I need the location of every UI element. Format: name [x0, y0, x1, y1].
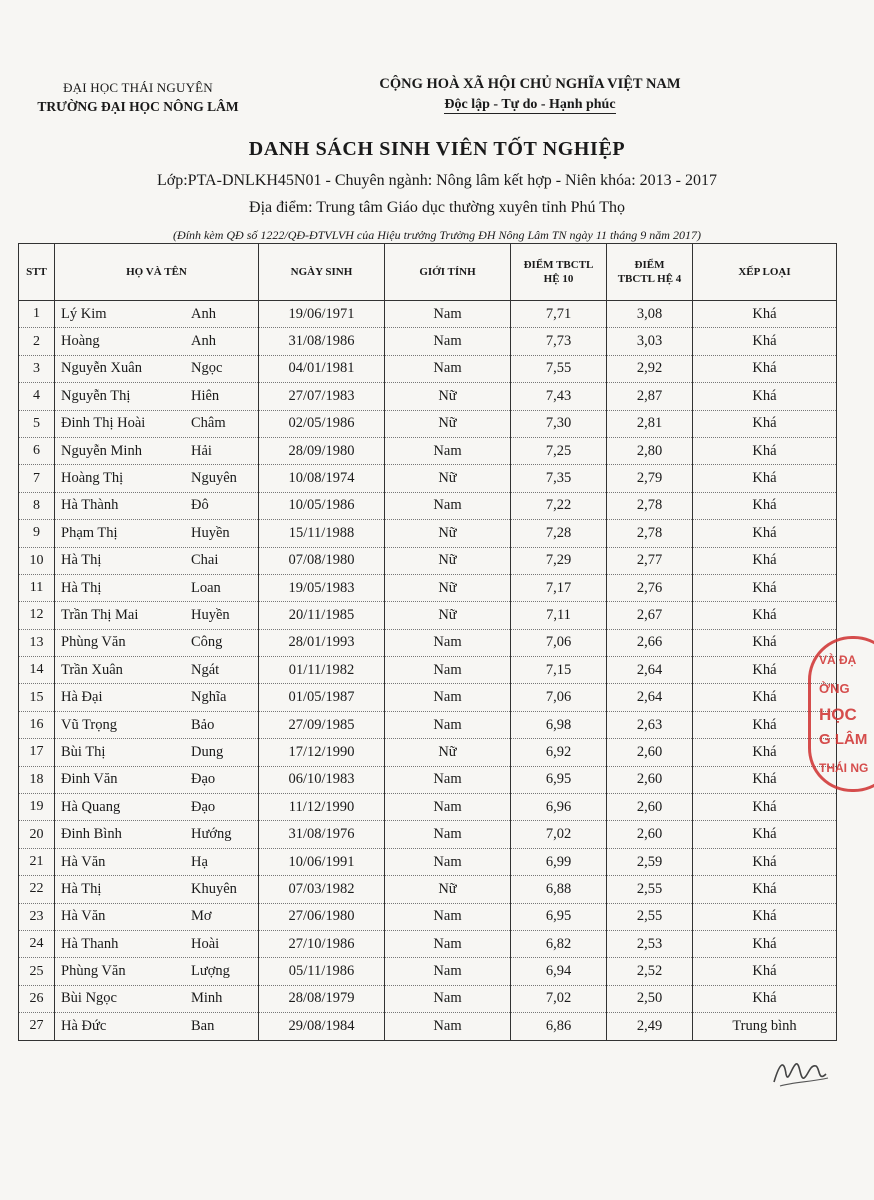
row-score10: 7,06: [511, 629, 607, 656]
row-dob: 27/09/1985: [259, 711, 385, 738]
table-row: [19, 465, 837, 492]
table-row: [19, 602, 837, 629]
table-row: [19, 328, 837, 355]
row-gender: Nam: [385, 328, 511, 355]
row-stt: 26: [19, 985, 55, 1012]
row-rank: Trung bình: [693, 1013, 837, 1040]
row-gender: Nam: [385, 657, 511, 684]
table-row: [19, 876, 837, 903]
row-score10: 7,29: [511, 547, 607, 574]
row-gender: Nam: [385, 629, 511, 656]
table-row: [19, 958, 837, 985]
row-dob: 27/07/1983: [259, 383, 385, 410]
row-rank: Khá: [693, 301, 837, 328]
row-dob: 28/09/1980: [259, 437, 385, 464]
row-gender: Nữ: [385, 739, 511, 766]
row-rank: Khá: [693, 574, 837, 601]
row-dob: 27/06/1980: [259, 903, 385, 930]
row-stt: 19: [19, 794, 55, 821]
row-rank: Khá: [693, 383, 837, 410]
row-score10: 7,02: [511, 821, 607, 848]
row-score4: 2,92: [607, 355, 693, 382]
row-first-name: Ngọc: [191, 360, 223, 377]
row-score10: 6,92: [511, 739, 607, 766]
row-stt: 27: [19, 1013, 55, 1040]
country-name: CỘNG HOÀ XÃ HỘI CHỦ NGHĨA VIỆT NAM: [379, 76, 681, 92]
col-gender: GIỚI TÍNH: [385, 244, 511, 301]
row-gender: Nam: [385, 985, 511, 1012]
row-gender: Nam: [385, 848, 511, 875]
row-score4: 2,60: [607, 739, 693, 766]
row-full-name: [55, 520, 259, 547]
row-score4: 2,53: [607, 930, 693, 957]
row-first-name: Hải: [191, 442, 212, 459]
table-row: [19, 437, 837, 464]
row-full-name: [55, 766, 259, 793]
row-stt: 6: [19, 437, 55, 464]
row-dob: 31/08/1986: [259, 328, 385, 355]
row-full-name: [55, 328, 259, 355]
row-first-name: Nghĩa: [191, 689, 227, 706]
row-stt: 4: [19, 383, 55, 410]
row-rank: Khá: [693, 876, 837, 903]
row-rank: Khá: [693, 848, 837, 875]
table-row: [19, 520, 837, 547]
row-gender: Nam: [385, 821, 511, 848]
row-last-name: Bùi Ngọc: [61, 990, 117, 1007]
row-first-name: Huyền: [191, 524, 230, 541]
row-full-name: [55, 876, 259, 903]
row-stt: 18: [19, 766, 55, 793]
row-last-name: Phùng Văn: [61, 634, 126, 651]
row-dob: 10/08/1974: [259, 465, 385, 492]
row-stt: 20: [19, 821, 55, 848]
table-row: [19, 492, 837, 519]
row-first-name: Minh: [191, 990, 223, 1007]
row-gender: Nam: [385, 1013, 511, 1040]
row-score4: 2,60: [607, 794, 693, 821]
row-last-name: Hà Thị: [61, 880, 102, 897]
row-score10: 6,86: [511, 1013, 607, 1040]
row-score4: 2,67: [607, 602, 693, 629]
row-stt: 24: [19, 930, 55, 957]
row-full-name: [55, 657, 259, 684]
table-row: [19, 684, 837, 711]
row-rank: Khá: [693, 711, 837, 738]
row-score10: 6,98: [511, 711, 607, 738]
row-dob: 28/08/1979: [259, 985, 385, 1012]
row-first-name: Ban: [191, 1017, 215, 1034]
row-gender: Nữ: [385, 520, 511, 547]
row-stt: 9: [19, 520, 55, 547]
table-row: [19, 711, 837, 738]
row-score10: 6,95: [511, 766, 607, 793]
university-name: ĐẠI HỌC THÁI NGUYÊN: [63, 80, 213, 95]
row-last-name: Phùng Văn: [61, 963, 126, 980]
row-score10: 7,02: [511, 985, 607, 1012]
col-stt: STT: [19, 244, 55, 301]
row-stt: 8: [19, 492, 55, 519]
row-dob: 06/10/1983: [259, 766, 385, 793]
row-score10: 6,95: [511, 903, 607, 930]
table-row: [19, 629, 837, 656]
table-header-row: [19, 244, 837, 301]
table-row: [19, 301, 837, 328]
table-row: [19, 410, 837, 437]
row-full-name: [55, 629, 259, 656]
row-dob: 10/05/1986: [259, 492, 385, 519]
row-full-name: [55, 301, 259, 328]
row-score10: 7,11: [511, 602, 607, 629]
row-dob: 19/05/1983: [259, 574, 385, 601]
row-full-name: [55, 410, 259, 437]
row-gender: Nam: [385, 355, 511, 382]
row-score4: 2,76: [607, 574, 693, 601]
row-rank: Khá: [693, 985, 837, 1012]
row-first-name: Lượng: [191, 963, 230, 980]
col-rank: XẾP LOẠI: [693, 244, 837, 301]
row-score4: 2,77: [607, 547, 693, 574]
row-rank: Khá: [693, 437, 837, 464]
row-score4: 2,64: [607, 684, 693, 711]
table-row: [19, 1013, 837, 1040]
row-full-name: [55, 684, 259, 711]
national-header: [330, 76, 730, 113]
row-rank: Khá: [693, 602, 837, 629]
row-stt: 13: [19, 629, 55, 656]
row-dob: 02/05/1986: [259, 410, 385, 437]
row-rank: Khá: [693, 794, 837, 821]
row-stt: 17: [19, 739, 55, 766]
row-first-name: Châm: [191, 415, 226, 432]
organization-header: [18, 80, 258, 115]
row-score10: 7,06: [511, 684, 607, 711]
col-name: HỌ VÀ TÊN: [55, 244, 259, 301]
row-gender: Nữ: [385, 383, 511, 410]
row-score10: 7,17: [511, 574, 607, 601]
row-score10: 7,22: [511, 492, 607, 519]
row-last-name: Đinh Văn: [61, 771, 118, 788]
row-dob: 11/12/1990: [259, 794, 385, 821]
row-rank: Khá: [693, 766, 837, 793]
row-full-name: [55, 848, 259, 875]
table-body: [19, 301, 837, 1041]
table-row: [19, 985, 837, 1012]
row-first-name: Bảo: [191, 716, 215, 733]
row-rank: Khá: [693, 903, 837, 930]
row-score10: 6,88: [511, 876, 607, 903]
row-score4: 2,60: [607, 766, 693, 793]
row-first-name: Hướng: [191, 826, 232, 843]
row-score4: 2,78: [607, 520, 693, 547]
row-stt: 2: [19, 328, 55, 355]
row-stt: 23: [19, 903, 55, 930]
table-row: [19, 848, 837, 875]
row-score10: 7,15: [511, 657, 607, 684]
row-score4: 2,80: [607, 437, 693, 464]
row-last-name: Trần Xuân: [61, 661, 123, 678]
row-full-name: [55, 711, 259, 738]
row-stt: 5: [19, 410, 55, 437]
row-dob: 29/08/1984: [259, 1013, 385, 1040]
row-rank: Khá: [693, 328, 837, 355]
graduate-table: [18, 243, 837, 1041]
row-dob: 20/11/1985: [259, 602, 385, 629]
location-info: Địa điểm: Trung tâm Giáo dục thường xuyên tỉnh Phú Thọ: [249, 199, 625, 216]
table-row: [19, 739, 837, 766]
row-dob: 17/12/1990: [259, 739, 385, 766]
row-last-name: Nguyễn Minh: [61, 442, 142, 459]
row-last-name: Hà Thành: [61, 497, 119, 514]
row-rank: Khá: [693, 739, 837, 766]
table-row: [19, 794, 837, 821]
row-gender: Nam: [385, 684, 511, 711]
document-title: DANH SÁCH SINH VIÊN TỐT NGHIỆP: [248, 138, 626, 160]
row-score10: 7,35: [511, 465, 607, 492]
row-last-name: Hà Văn: [61, 853, 106, 870]
row-full-name: [55, 1013, 259, 1040]
row-gender: Nữ: [385, 410, 511, 437]
row-rank: Khá: [693, 355, 837, 382]
row-last-name: Hà Thanh: [61, 935, 119, 952]
row-score10: 6,82: [511, 930, 607, 957]
row-first-name: Loan: [191, 579, 221, 596]
row-last-name: Hà Đại: [61, 689, 103, 706]
row-score10: 7,30: [511, 410, 607, 437]
row-full-name: [55, 602, 259, 629]
row-score4: 2,64: [607, 657, 693, 684]
row-first-name: Ngát: [191, 661, 220, 678]
row-dob: 27/10/1986: [259, 930, 385, 957]
row-stt: 21: [19, 848, 55, 875]
row-first-name: Mơ: [191, 908, 212, 925]
row-stt: 10: [19, 547, 55, 574]
row-full-name: [55, 958, 259, 985]
row-score10: 7,43: [511, 383, 607, 410]
row-gender: Nữ: [385, 465, 511, 492]
row-dob: 01/11/1982: [259, 657, 385, 684]
table-row: [19, 355, 837, 382]
row-dob: 01/05/1987: [259, 684, 385, 711]
row-first-name: Nguyên: [191, 470, 237, 487]
row-rank: Khá: [693, 629, 837, 656]
row-gender: Nữ: [385, 547, 511, 574]
row-rank: Khá: [693, 930, 837, 957]
row-gender: Nam: [385, 930, 511, 957]
row-score10: 7,55: [511, 355, 607, 382]
row-last-name: Hà Văn: [61, 908, 106, 925]
table-row: [19, 383, 837, 410]
col-score4: ĐIỂM TBCTL HỆ 4: [607, 244, 693, 301]
row-stt: 25: [19, 958, 55, 985]
row-full-name: [55, 547, 259, 574]
row-stt: 12: [19, 602, 55, 629]
row-full-name: [55, 437, 259, 464]
row-full-name: [55, 903, 259, 930]
row-dob: 10/06/1991: [259, 848, 385, 875]
row-score4: 2,50: [607, 985, 693, 1012]
row-dob: 05/11/1986: [259, 958, 385, 985]
row-full-name: [55, 465, 259, 492]
row-rank: Khá: [693, 410, 837, 437]
table-row: [19, 657, 837, 684]
row-last-name: Lý Kim: [61, 305, 107, 322]
row-score4: 2,49: [607, 1013, 693, 1040]
row-first-name: Huyền: [191, 606, 230, 623]
row-score4: 2,79: [607, 465, 693, 492]
row-stt: 16: [19, 711, 55, 738]
table-row: [19, 821, 837, 848]
row-rank: Khá: [693, 465, 837, 492]
row-dob: 07/08/1980: [259, 547, 385, 574]
row-rank: Khá: [693, 958, 837, 985]
decision-note: (Đính kèm QĐ số 1222/QĐ-ĐTVLVH của Hiệu trưởng Trường ĐH Nông Lâm TN ngày 11 tháng 9 năm 2017): [173, 228, 701, 242]
row-rank: Khá: [693, 821, 837, 848]
row-full-name: [55, 821, 259, 848]
row-dob: 28/01/1993: [259, 629, 385, 656]
row-score4: 3,08: [607, 301, 693, 328]
row-last-name: Đinh Thị Hoài: [61, 415, 146, 432]
row-full-name: [55, 794, 259, 821]
row-first-name: Hạ: [191, 853, 208, 870]
row-full-name: [55, 574, 259, 601]
row-gender: Nam: [385, 301, 511, 328]
row-full-name: [55, 985, 259, 1012]
row-score4: 2,60: [607, 821, 693, 848]
row-first-name: Khuyên: [191, 880, 237, 897]
row-dob: 04/01/1981: [259, 355, 385, 382]
row-stt: 11: [19, 574, 55, 601]
table-row: [19, 930, 837, 957]
col-score10: ĐIỂM TBCTL HỆ 10: [511, 244, 607, 301]
table-row: [19, 547, 837, 574]
row-last-name: Trần Thị Mai: [61, 606, 139, 623]
row-last-name: Vũ Trọng: [61, 716, 118, 733]
row-stt: 15: [19, 684, 55, 711]
row-score4: 2,55: [607, 903, 693, 930]
row-stt: 7: [19, 465, 55, 492]
row-stt: 1: [19, 301, 55, 328]
row-last-name: Hà Thị: [61, 579, 102, 596]
row-score4: 2,59: [607, 848, 693, 875]
col-dob: NGÀY SINH: [259, 244, 385, 301]
row-gender: Nam: [385, 437, 511, 464]
row-last-name: Hoàng Thị: [61, 470, 124, 487]
row-score4: 2,63: [607, 711, 693, 738]
row-last-name: Hà Đức: [61, 1017, 107, 1034]
row-gender: Nữ: [385, 574, 511, 601]
row-gender: Nam: [385, 766, 511, 793]
row-last-name: Hoàng: [61, 333, 100, 350]
row-rank: Khá: [693, 657, 837, 684]
row-score10: 7,73: [511, 328, 607, 355]
row-rank: Khá: [693, 684, 837, 711]
row-last-name: Nguyễn Xuân: [61, 360, 142, 377]
row-stt: 3: [19, 355, 55, 382]
row-full-name: [55, 930, 259, 957]
row-full-name: [55, 355, 259, 382]
row-dob: 31/08/1976: [259, 821, 385, 848]
row-score4: 2,87: [607, 383, 693, 410]
school-name: TRƯỜNG ĐẠI HỌC NÔNG LÂM: [37, 99, 239, 114]
row-score10: 6,99: [511, 848, 607, 875]
row-stt: 14: [19, 657, 55, 684]
row-score4: 2,66: [607, 629, 693, 656]
row-last-name: Đinh Bình: [61, 826, 122, 843]
row-score10: 6,94: [511, 958, 607, 985]
row-last-name: Phạm Thị: [61, 524, 118, 541]
row-score10: 7,25: [511, 437, 607, 464]
row-gender: Nam: [385, 711, 511, 738]
row-full-name: [55, 492, 259, 519]
handwritten-signature: [770, 1052, 830, 1092]
row-score10: 6,96: [511, 794, 607, 821]
row-score4: 2,55: [607, 876, 693, 903]
row-gender: Nam: [385, 958, 511, 985]
row-rank: Khá: [693, 492, 837, 519]
row-score10: 7,28: [511, 520, 607, 547]
motto-text: Độc lập - Tự do - Hạnh phúc: [444, 97, 616, 112]
row-first-name: Dung: [191, 743, 224, 760]
row-score4: 3,03: [607, 328, 693, 355]
row-last-name: Bùi Thị: [61, 743, 106, 760]
row-first-name: Hoài: [191, 935, 220, 952]
row-first-name: Anh: [191, 305, 216, 322]
table-row: [19, 766, 837, 793]
row-gender: Nam: [385, 492, 511, 519]
row-gender: Nam: [385, 903, 511, 930]
row-last-name: Hà Quang: [61, 798, 121, 815]
row-dob: 19/06/1971: [259, 301, 385, 328]
row-stt: 22: [19, 876, 55, 903]
row-rank: Khá: [693, 547, 837, 574]
row-full-name: [55, 739, 259, 766]
table-row: [19, 903, 837, 930]
row-first-name: Đạo: [191, 798, 216, 815]
row-first-name: Hiên: [191, 387, 220, 404]
row-last-name: Nguyễn Thị: [61, 387, 131, 404]
row-first-name: Anh: [191, 333, 216, 350]
row-gender: Nữ: [385, 602, 511, 629]
row-rank: Khá: [693, 520, 837, 547]
table-row: [19, 574, 837, 601]
row-first-name: Đạo: [191, 771, 216, 788]
row-first-name: Chai: [191, 552, 219, 569]
class-info: Lớp:PTA-DNLKH45N01 - Chuyên ngành: Nông lâm kết hợp - Niên khóa: 2013 - 2017: [156, 172, 717, 189]
row-score4: 2,78: [607, 492, 693, 519]
row-dob: 15/11/1988: [259, 520, 385, 547]
motto: [330, 97, 730, 113]
row-gender: Nam: [385, 794, 511, 821]
row-last-name: Hà Thị: [61, 552, 102, 569]
row-full-name: [55, 383, 259, 410]
row-dob: 07/03/1982: [259, 876, 385, 903]
row-score4: 2,52: [607, 958, 693, 985]
row-first-name: Công: [191, 634, 223, 651]
row-score4: 2,81: [607, 410, 693, 437]
row-gender: Nữ: [385, 876, 511, 903]
row-score10: 7,71: [511, 301, 607, 328]
row-first-name: Đô: [191, 497, 209, 514]
red-seal-stamp: VÀ ĐẠ ỜNG HỌC G LÂM THÁI NG: [808, 636, 874, 792]
